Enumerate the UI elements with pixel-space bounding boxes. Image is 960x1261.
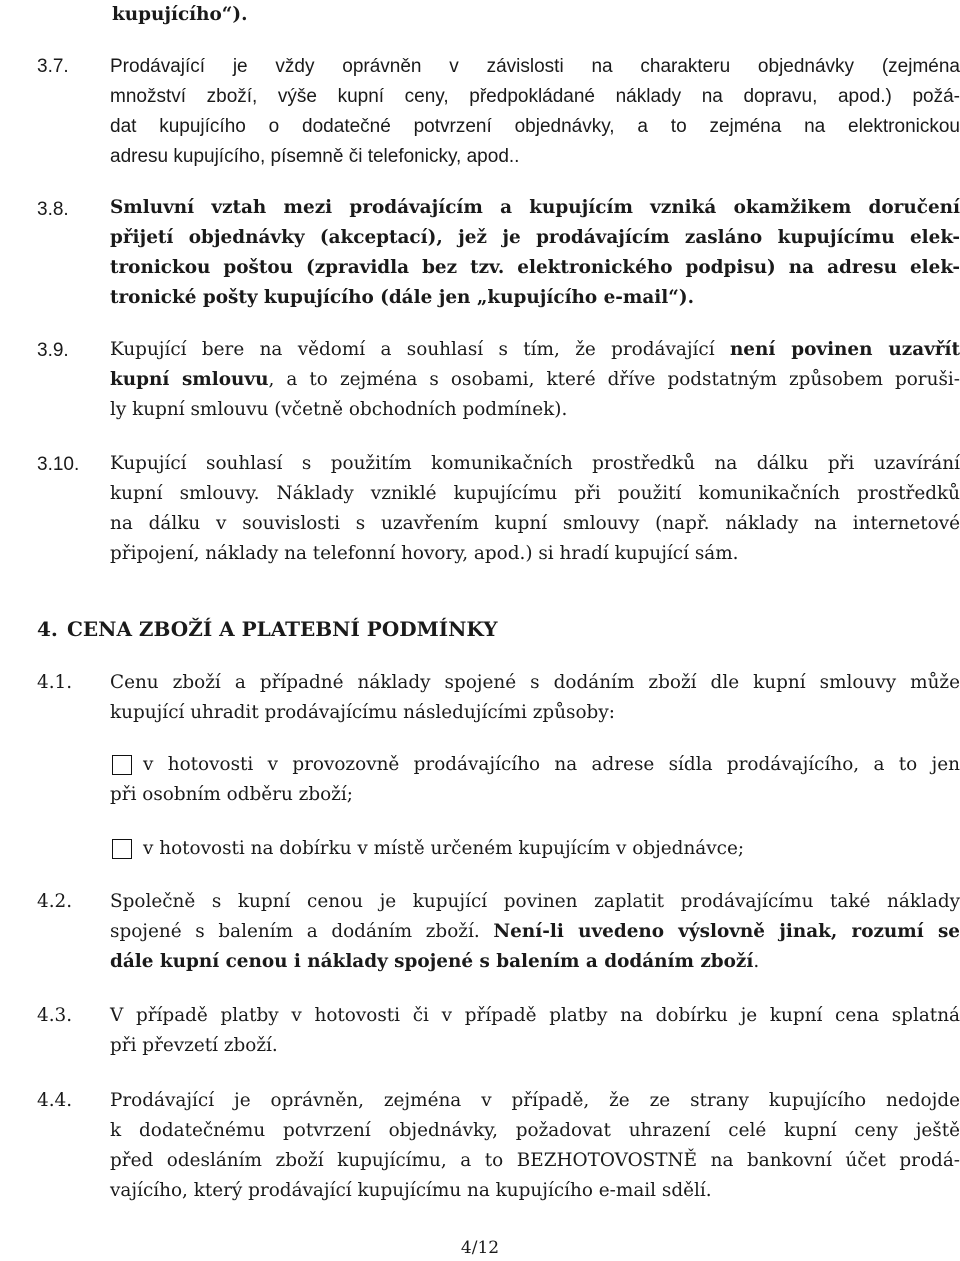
clause-3-10-line: připojení, náklady na telefonní hovory, apod.) si hradí kupující sám. [110, 543, 739, 564]
clause-4-4-line: k dodatečnému potvrzení objednávky, požadovat uhrazení celé kupní ceny ještě [110, 1120, 960, 1141]
payment-option-label: v hotovosti v provozovně prodávajícího na adrese sídla prodávajícího, a to jen [143, 754, 960, 775]
continued-text: kupujícího“). [112, 4, 248, 25]
clause-number: 3.7. [37, 56, 69, 77]
payment-option-checkbox[interactable] [112, 755, 132, 775]
clause-4-3-line: V případě platby v hotovosti či v případě platby na dobírku je kupní cena splatná [110, 1005, 960, 1026]
payment-option-label: v hotovosti na dobírku v místě určeném kupujícím v objednávce; [143, 838, 745, 859]
clause-3-7-line: množství zboží, výše kupní ceny, předpokládané náklady na dopravu, apod.) požá- [110, 86, 960, 107]
clause-4-2-line: Společně s kupní cenou je kupující povinen zaplatit prodávajícímu také náklady [110, 891, 960, 912]
clause-3-7-line: dat kupujícího o dodatečné potvrzení objednávky, a to zejména na elektronickou [110, 116, 960, 137]
clause-number: 4.4. [37, 1090, 73, 1111]
clause-emphasis: kupní smlouvu [110, 369, 269, 390]
page-number: 4/12 [460, 1238, 500, 1258]
clause-3-7-line: adresu kupujícího, písemně či telefonicky, apod.. [110, 146, 520, 167]
section-number: 4. [37, 617, 58, 641]
clause-4-4-line: Prodávající je oprávněn, zejména v případě, že ze strany kupujícího nedojde [110, 1090, 960, 1111]
clause-4-1-line: kupující uhradit prodávajícímu následujícími způsoby: [110, 702, 615, 723]
clause-number: 4.2. [37, 891, 73, 912]
payment-option-checkbox[interactable] [112, 839, 132, 859]
payment-option-label: při osobním odběru zboží; [110, 784, 353, 805]
clause-text: Kupující bere na vědomí a souhlasí s tím, že prodávající [110, 339, 730, 360]
clause-number: 3.9. [37, 340, 69, 361]
clause-3-10-line: kupní smlouvy. Náklady vzniklé kupujícímu při použití komunikačních prostředků [110, 483, 960, 504]
clause-text: spojené s balením a dodáním zboží. [110, 921, 494, 942]
clause-3-10-line: Kupující souhlasí s použitím komunikačních prostředků na dálku při uzavírání [110, 453, 960, 474]
clause-4-4-line: vajícího, který prodávající kupujícímu na kupujícího e-mail sdělí. [110, 1180, 712, 1201]
clause-4-4-line: před odesláním zboží kupujícímu, a to BEZHOTOVOSTNĚ na bankovní účet prodá- [110, 1150, 960, 1171]
clause-4-3-line: při převzetí zboží. [110, 1035, 278, 1056]
clause-text: , a to zejména s osobami, které dříve podstatným způsobem poruši- [268, 369, 960, 390]
clause-3-9-line: ly kupní smlouvu (včetně obchodních podmínek). [110, 399, 568, 420]
clause-emphasis: dále kupní cenou i náklady spojené s balením a dodáním zboží [110, 951, 754, 972]
section-title: CENA ZBOŽÍ A PLATEBNÍ PODMÍNKY [67, 617, 498, 641]
clause-4-1-line: Cenu zboží a případné náklady spojené s dodáním zboží dle kupní smlouvy může [110, 672, 960, 693]
clause-number: 4.3. [37, 1005, 73, 1026]
clause-emphasis: není povinen uzavřít [729, 339, 960, 360]
section-heading [37, 616, 497, 642]
clause-emphasis: Není-li uvedeno výslovně jinak, rozumí se [493, 921, 960, 942]
clause-3-8-line: Smluvní vztah mezi prodávajícím a kupujícím vzniká okamžikem doručení [110, 197, 960, 218]
clause-3-9-line [110, 368, 960, 392]
clause-3-10-line: na dálku v souvislosti s uzavřením kupní smlouvy (např. náklady na internetové [110, 513, 960, 534]
clause-4-2-line [110, 920, 960, 944]
clause-4-2-line [110, 950, 960, 974]
clause-number: 3.8. [37, 199, 69, 220]
clause-3-9-line [110, 338, 960, 362]
clause-text: . [753, 951, 760, 972]
clause-3-8-line: tronické pošty kupujícího (dále jen „kupujícího e-mail“). [110, 287, 694, 308]
clause-3-8-line: tronickou poštou (zpravidla bez tzv. elektronického podpisu) na adresu elek- [110, 257, 960, 278]
clause-3-7-line: Prodávající je vždy oprávněn v závislosti na charakteru objednávky (zejména [110, 56, 960, 77]
clause-number: 4.1. [37, 672, 73, 693]
clause-3-8-line: přijetí objednávky (akceptací), jež je prodávajícím zasláno kupujícímu elek- [110, 227, 960, 248]
clause-number: 3.10. [37, 454, 80, 475]
